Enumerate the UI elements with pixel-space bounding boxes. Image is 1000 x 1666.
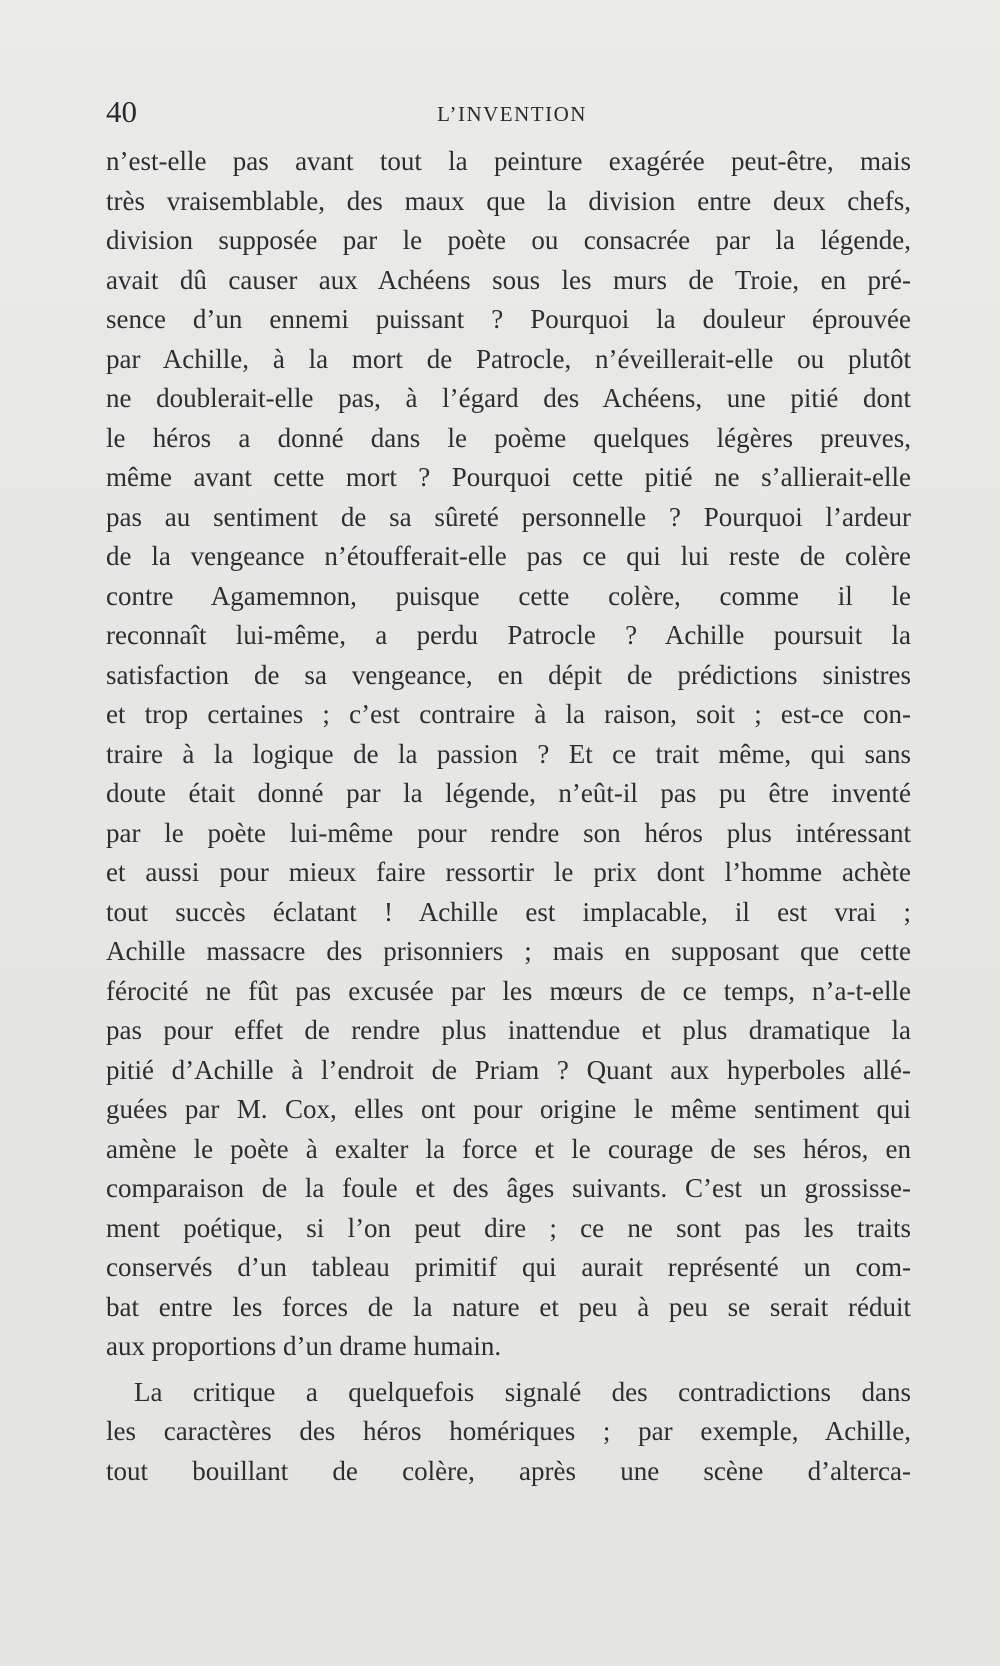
text-line: sence d’un ennemi puissant ? Pourquoi la douleur éprouvée: [106, 304, 911, 334]
text-line: par le poète lui-même pour rendre son héros plus intéressant: [106, 817, 911, 848]
text-line: par Achille, à la mort de Patrocle, n’éveillerait-elle ou plutôt: [106, 343, 911, 374]
text-line: conservés d’un tableau primitif qui aurait représenté un com-: [106, 1252, 911, 1282]
text-line: reconnaît lui-même, a perdu Patrocle ? Achille poursuit la: [106, 620, 911, 650]
text-line: satisfaction de sa vengeance, en dépit de prédictions sinistres: [106, 659, 911, 690]
text-line: guées par M. Cox, elles ont pour origine le même sentiment qui: [106, 1094, 911, 1124]
text-line: avait dû causer aux Achéens sous les murs de Troie, en pré-: [106, 264, 911, 295]
text-line: doute était donné par la légende, n’eût-il pas pu être inventé: [106, 778, 911, 808]
text-line: division supposée par le poète ou consacrée par la légende,: [106, 225, 911, 255]
text-line: comparaison de la foule et des âges suivants. C’est un grossisse-: [106, 1173, 911, 1203]
text-line: pas pour effet de rendre plus inattendue et plus dramatique la: [106, 1015, 911, 1045]
text-line: de la vengeance n’étoufferait-elle pas ce qui lui reste de colère: [106, 541, 911, 571]
text-line: traire à la logique de la passion ? Et ce trait même, qui sans: [106, 738, 911, 769]
text-line: et trop certaines ; c’est contraire à la raison, soit ; est-ce con-: [106, 699, 911, 729]
text-line: amène le poète à exalter la force et le courage de ses héros, en: [106, 1133, 911, 1164]
text-line: et aussi pour mieux faire ressortir le prix dont l’homme achète: [106, 857, 911, 887]
text-line: aux proportions d’un drame humain.: [106, 1331, 502, 1361]
text-line: très vraisemblable, des maux que la division entre deux chefs,: [106, 185, 911, 216]
text-line: bat entre les forces de la nature et peu à peu se serait réduit: [106, 1291, 911, 1322]
text-line: les caractères des héros homériques ; par exemple, Achille,: [106, 1416, 911, 1446]
text-line: La critique a quelquefois signalé des contradictions dans: [134, 1376, 911, 1407]
text-line: pas au sentiment de sa sûreté personnelle ? Pourquoi l’ardeur: [106, 501, 911, 532]
text-line: férocité ne fût pas excusée par les mœurs de ce temps, n’a-t-elle: [106, 975, 911, 1006]
text-line: tout succès éclatant ! Achille est implacable, il est vrai ;: [106, 896, 911, 927]
body-text: [106, 142, 911, 1491]
paragraph: [106, 142, 911, 1367]
text-line: Achille massacre des prisonniers ; mais en supposant que cette: [106, 936, 911, 966]
text-line: contre Agamemnon, puisque cette colère, comme il le: [106, 580, 911, 611]
text-line: n’est-elle pas avant tout la peinture exagérée peut-être, mais: [106, 146, 911, 176]
text-line: même avant cette mort ? Pourquoi cette pitié ne s’allierait-elle: [106, 462, 911, 492]
running-title: L’INVENTION: [437, 102, 587, 126]
page-number: 40: [106, 94, 137, 129]
paragraph: [106, 1373, 911, 1492]
text-line: pitié d’Achille à l’endroit de Priam ? Quant aux hyperboles allé-: [106, 1054, 911, 1085]
text-line: le héros a donné dans le poème quelques légères preuves,: [106, 422, 911, 453]
text-line: ment poétique, si l’on peut dire ; ce ne sont pas les traits: [106, 1212, 911, 1243]
page-header: [106, 94, 918, 134]
text-line: ne doublerait-elle pas, à l’égard des Achéens, une pitié dont: [106, 383, 911, 413]
text-line: tout bouillant de colère, après une scène d’alterca-: [106, 1455, 911, 1486]
